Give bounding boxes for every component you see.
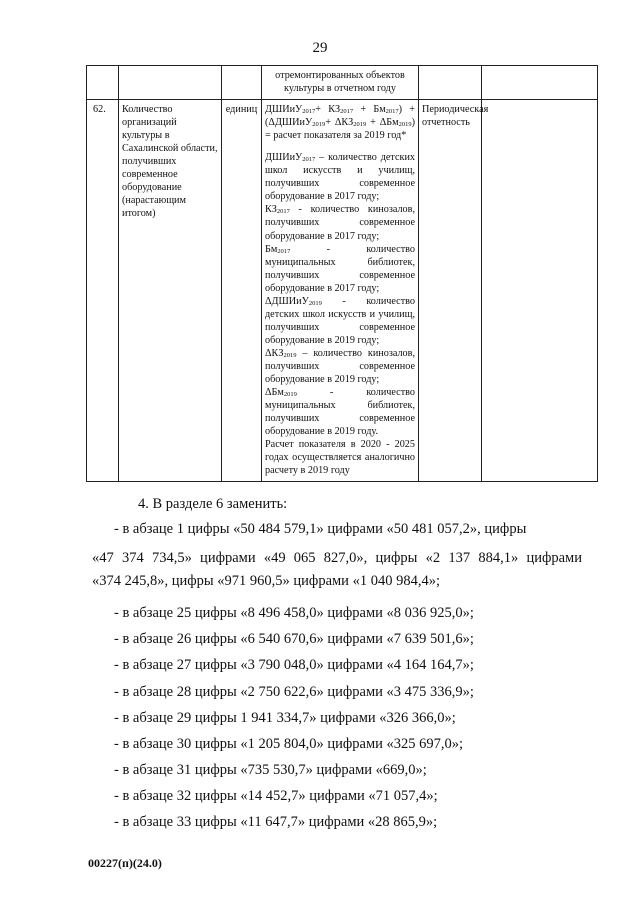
paragraph-1-line-1: - в абзаце 1 цифры «50 484 579,1» цифрами «50 481 057,2», цифры: [114, 521, 527, 537]
cell-indicator-empty: [119, 66, 222, 100]
list-item: - в абзаце 27 цифры «3 790 048,0» цифрами «4 164 164,7»;: [114, 657, 474, 673]
row-number: 62.: [87, 100, 119, 482]
calculation-method: [262, 100, 419, 482]
calculation-note: Расчет показателя в 2020 - 2025 годах осуществляется аналогично расчету в 2019 году: [265, 439, 415, 477]
list-item: - в абзаце 28 цифры «2 750 622,6» цифрами «3 475 336,9»;: [114, 684, 474, 700]
document-code: 00227(п)(24.0): [88, 856, 162, 870]
list-item: - в абзаце 25 цифры «8 496 458,0» цифрами «8 036 925,0»;: [114, 605, 474, 621]
list-item: - в абзаце 31 цифры «735 530,7» цифрами «669,0»;: [114, 762, 427, 778]
list-item: - в абзаце 26 цифры «6 540 670,6» цифрами «7 639 501,6»;: [114, 631, 474, 647]
paragraph-1-line-3: «374 245,8», цифры «971 960,5» цифрами «1 040 984,4»;: [92, 573, 440, 589]
definition-kz-2017: КЗ2017 - количество кинозалов, получивших современное оборудование в 2017 году;: [265, 204, 415, 242]
unit-of-measure: единиц: [222, 100, 262, 482]
list-item: - в абзаце 29 цифры 1 941 334,7» цифрами «326 366,0»;: [114, 710, 456, 726]
cell-unit-empty: [222, 66, 262, 100]
definition-dshi-2019: ΔДШИиУ2019 - количество детских школ искусств и училищ, получивших современное оборудование в 2019 году;: [265, 295, 415, 346]
cell-extra-empty: [482, 100, 598, 482]
definition-bm-2019: ΔБм2019 - количество муниципальных библиотек, получивших современное оборудование в 2019 году.: [265, 387, 415, 438]
formula: ДШИиУ2017+ КЗ2017 + Бм2017) + (ΔДШИиУ2019+ ΔКЗ2019 + ΔБм2019) = расчет показателя за 2019 год*: [265, 104, 416, 142]
indicator-name: Количество организаций культуры в Сахалинской области, получивших современное оборудование (нарастающим итогом): [119, 100, 222, 482]
cell-extra-empty: [482, 66, 598, 100]
list-item: - в абзаце 33 цифры «11 647,7» цифрами «28 865,9»;: [114, 814, 438, 830]
list-item: - в абзаце 32 цифры «14 452,7» цифрами «71 057,4»;: [114, 788, 438, 804]
section-heading: 4. В разделе 6 заменить:: [138, 496, 288, 512]
table-row-continuation: [87, 66, 598, 100]
indicators-table: [86, 65, 598, 482]
list-item: - в абзаце 30 цифры «1 205 804,0» цифрами «325 697,0»;: [114, 736, 464, 752]
definition-bm-2017: Бм2017 - количество муниципальных библиотек, получивших современное оборудование в 2017 году;: [265, 243, 415, 294]
periodicity: Периодическая отчетность: [419, 100, 482, 482]
definition-dshi-2017: ДШИиУ2017 – количество детских школ искусств и училищ, получивших современное оборудование в 2017 году;: [265, 152, 415, 203]
paragraph-1-line-2: «47 374 734,5» цифрами «49 065 827,0», цифры «2 137 884,1» цифрами: [92, 550, 582, 566]
page-number: 29: [312, 40, 328, 56]
definition-kz-2019: ΔКЗ2019 – количество кинозалов, получивших современное оборудование в 2019 году;: [265, 347, 415, 386]
cell-periodicity-empty: [419, 66, 482, 100]
table-row: [87, 100, 598, 482]
cell-continuation-text: отремонтированных объектов культуры в отчетном году: [262, 66, 419, 100]
cell-number-empty: [87, 66, 119, 100]
